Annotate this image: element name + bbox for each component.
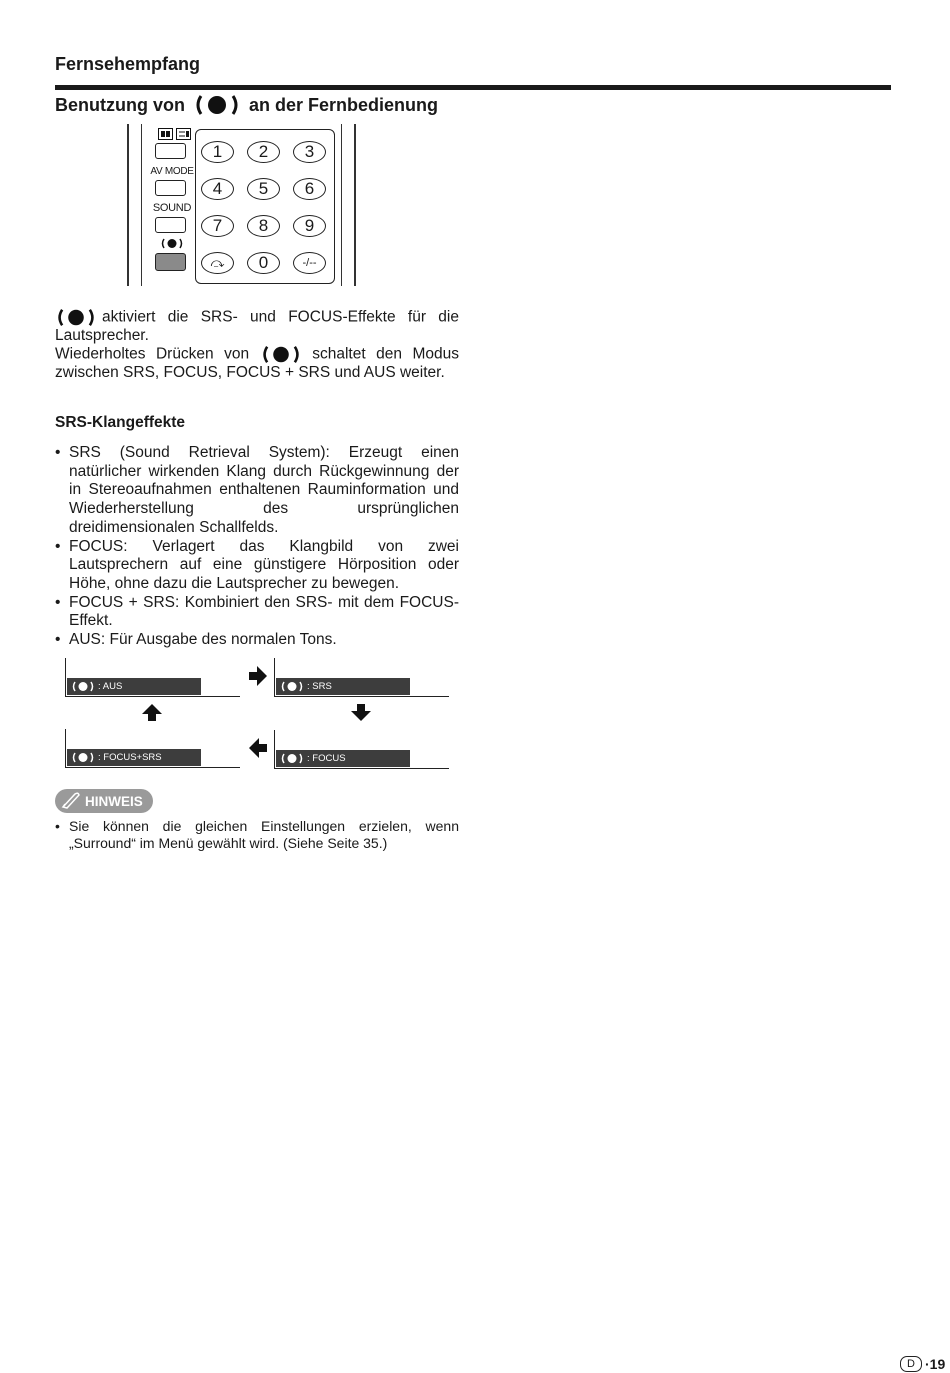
mode-label-aus: : AUS xyxy=(98,681,123,692)
list-item: • FOCUS + SRS: Kombiniert den SRS- mit dem FOCUS-Effekt. xyxy=(55,594,459,631)
arrow-left-icon xyxy=(249,738,267,763)
note-badge-label: HINWEIS xyxy=(85,793,143,809)
mode-box-focus-srs xyxy=(65,729,240,769)
av-mode-button[interactable] xyxy=(155,180,186,196)
srs-focus-icon xyxy=(195,94,239,116)
list-item: • Sie können die gleichen Einstellungen erzielen, wenn „Surround“ im Menü gewählt wird. (Siehe Seite 35.) xyxy=(55,818,459,851)
digit-entry-key[interactable]: -/-- xyxy=(293,252,326,274)
note-badge xyxy=(55,789,153,813)
intro-text-2-before: Wiederholtes Drücken von xyxy=(55,345,250,363)
mode-label-focus-srs: : FOCUS+SRS xyxy=(98,752,162,763)
key-8[interactable]: 8 xyxy=(247,215,280,237)
key-2[interactable]: 2 xyxy=(247,141,280,163)
list-item: • AUS: Für Ausgabe des normalen Tons. xyxy=(55,631,459,650)
section-title: Fernsehempfang xyxy=(55,54,201,74)
key-6[interactable]: 6 xyxy=(293,178,326,200)
key-3[interactable]: 3 xyxy=(293,141,326,163)
pen-icon xyxy=(61,791,81,812)
arrow-right-icon xyxy=(249,666,267,691)
flashback-key[interactable]: ⤼ xyxy=(201,252,234,274)
srs-focus-icon xyxy=(161,238,183,249)
srs-focus-button[interactable] xyxy=(155,253,186,271)
list-item: • SRS (Sound Retrieval System): Erzeugt einen natürlicher wirkenden Klang durch Rückgewinnung der in Stereoaufnahmen enthaltenen Rauminformation und Wiederherstellung des ursprünglichen dreidimensionalen Schallfelds. xyxy=(55,444,459,538)
sound-label: SOUND xyxy=(152,202,192,214)
intro-text-2-after: schaltet den Modus zwischen SRS, FOCUS, FOCUS + SRS und AUS weiter. xyxy=(55,345,460,382)
arrow-down-icon xyxy=(351,704,371,726)
remote-edge-right-inner xyxy=(341,124,342,286)
intro-paragraph-1 xyxy=(55,308,459,346)
intro-text-1: aktiviert die SRS- und FOCUS-Effekte für die Lautsprecher. xyxy=(55,308,459,345)
mode-bar xyxy=(67,749,201,766)
header-rule xyxy=(55,85,891,90)
key-1[interactable]: 1 xyxy=(201,141,234,163)
mode-bar xyxy=(276,678,410,695)
srs-focus-icon xyxy=(71,752,95,763)
language-badge: D xyxy=(900,1356,922,1372)
remote-edge-right xyxy=(354,124,356,286)
remote-edge-left-inner xyxy=(141,124,142,286)
key-5[interactable]: 5 xyxy=(247,178,280,200)
heading-text-after: an der Fernbedienung xyxy=(248,94,439,115)
page-heading xyxy=(55,94,438,116)
key-7[interactable]: 7 xyxy=(201,215,234,237)
key-4[interactable]: 4 xyxy=(201,178,234,200)
srs-section-heading: SRS-Klangeffekte xyxy=(55,414,186,431)
key-9[interactable]: 9 xyxy=(293,215,326,237)
heading-text-before: Benutzung von xyxy=(55,94,185,115)
intro-paragraph-2 xyxy=(55,345,459,383)
key-0[interactable]: 0 xyxy=(247,252,280,274)
sound-button[interactable] xyxy=(155,217,186,233)
list-item: • FOCUS: Verlagert das Klangbild von zwei Lautsprechern auf eine günstigere Hörposition oder Höhe, ohne dazu die Lautsprecher zu bewegen. xyxy=(55,538,459,594)
mode-bar xyxy=(67,678,201,695)
arrow-up-icon xyxy=(142,704,162,726)
mode-box-focus xyxy=(274,730,449,770)
srs-focus-icon xyxy=(260,345,302,364)
srs-focus-icon xyxy=(55,308,97,327)
mode-box-srs xyxy=(274,658,449,698)
note-list xyxy=(55,818,459,851)
mode-label-focus: : FOCUS xyxy=(307,753,346,764)
mode-bar xyxy=(276,750,410,767)
av-mode-label: AV MODE xyxy=(150,166,194,177)
page-number-text: ·19 xyxy=(925,1356,946,1372)
srs-focus-icon xyxy=(280,753,304,764)
remote-edge-left xyxy=(127,124,129,286)
srs-focus-icon xyxy=(280,681,304,692)
page-number xyxy=(900,1356,945,1372)
remote-illustration xyxy=(125,124,360,288)
keypad xyxy=(195,129,335,284)
mode-box-aus xyxy=(65,658,240,698)
picture-mode-button[interactable] xyxy=(155,143,186,159)
srs-focus-icon xyxy=(71,681,95,692)
srs-bullet-list xyxy=(55,444,459,650)
mode-label-srs: : SRS xyxy=(307,681,332,692)
